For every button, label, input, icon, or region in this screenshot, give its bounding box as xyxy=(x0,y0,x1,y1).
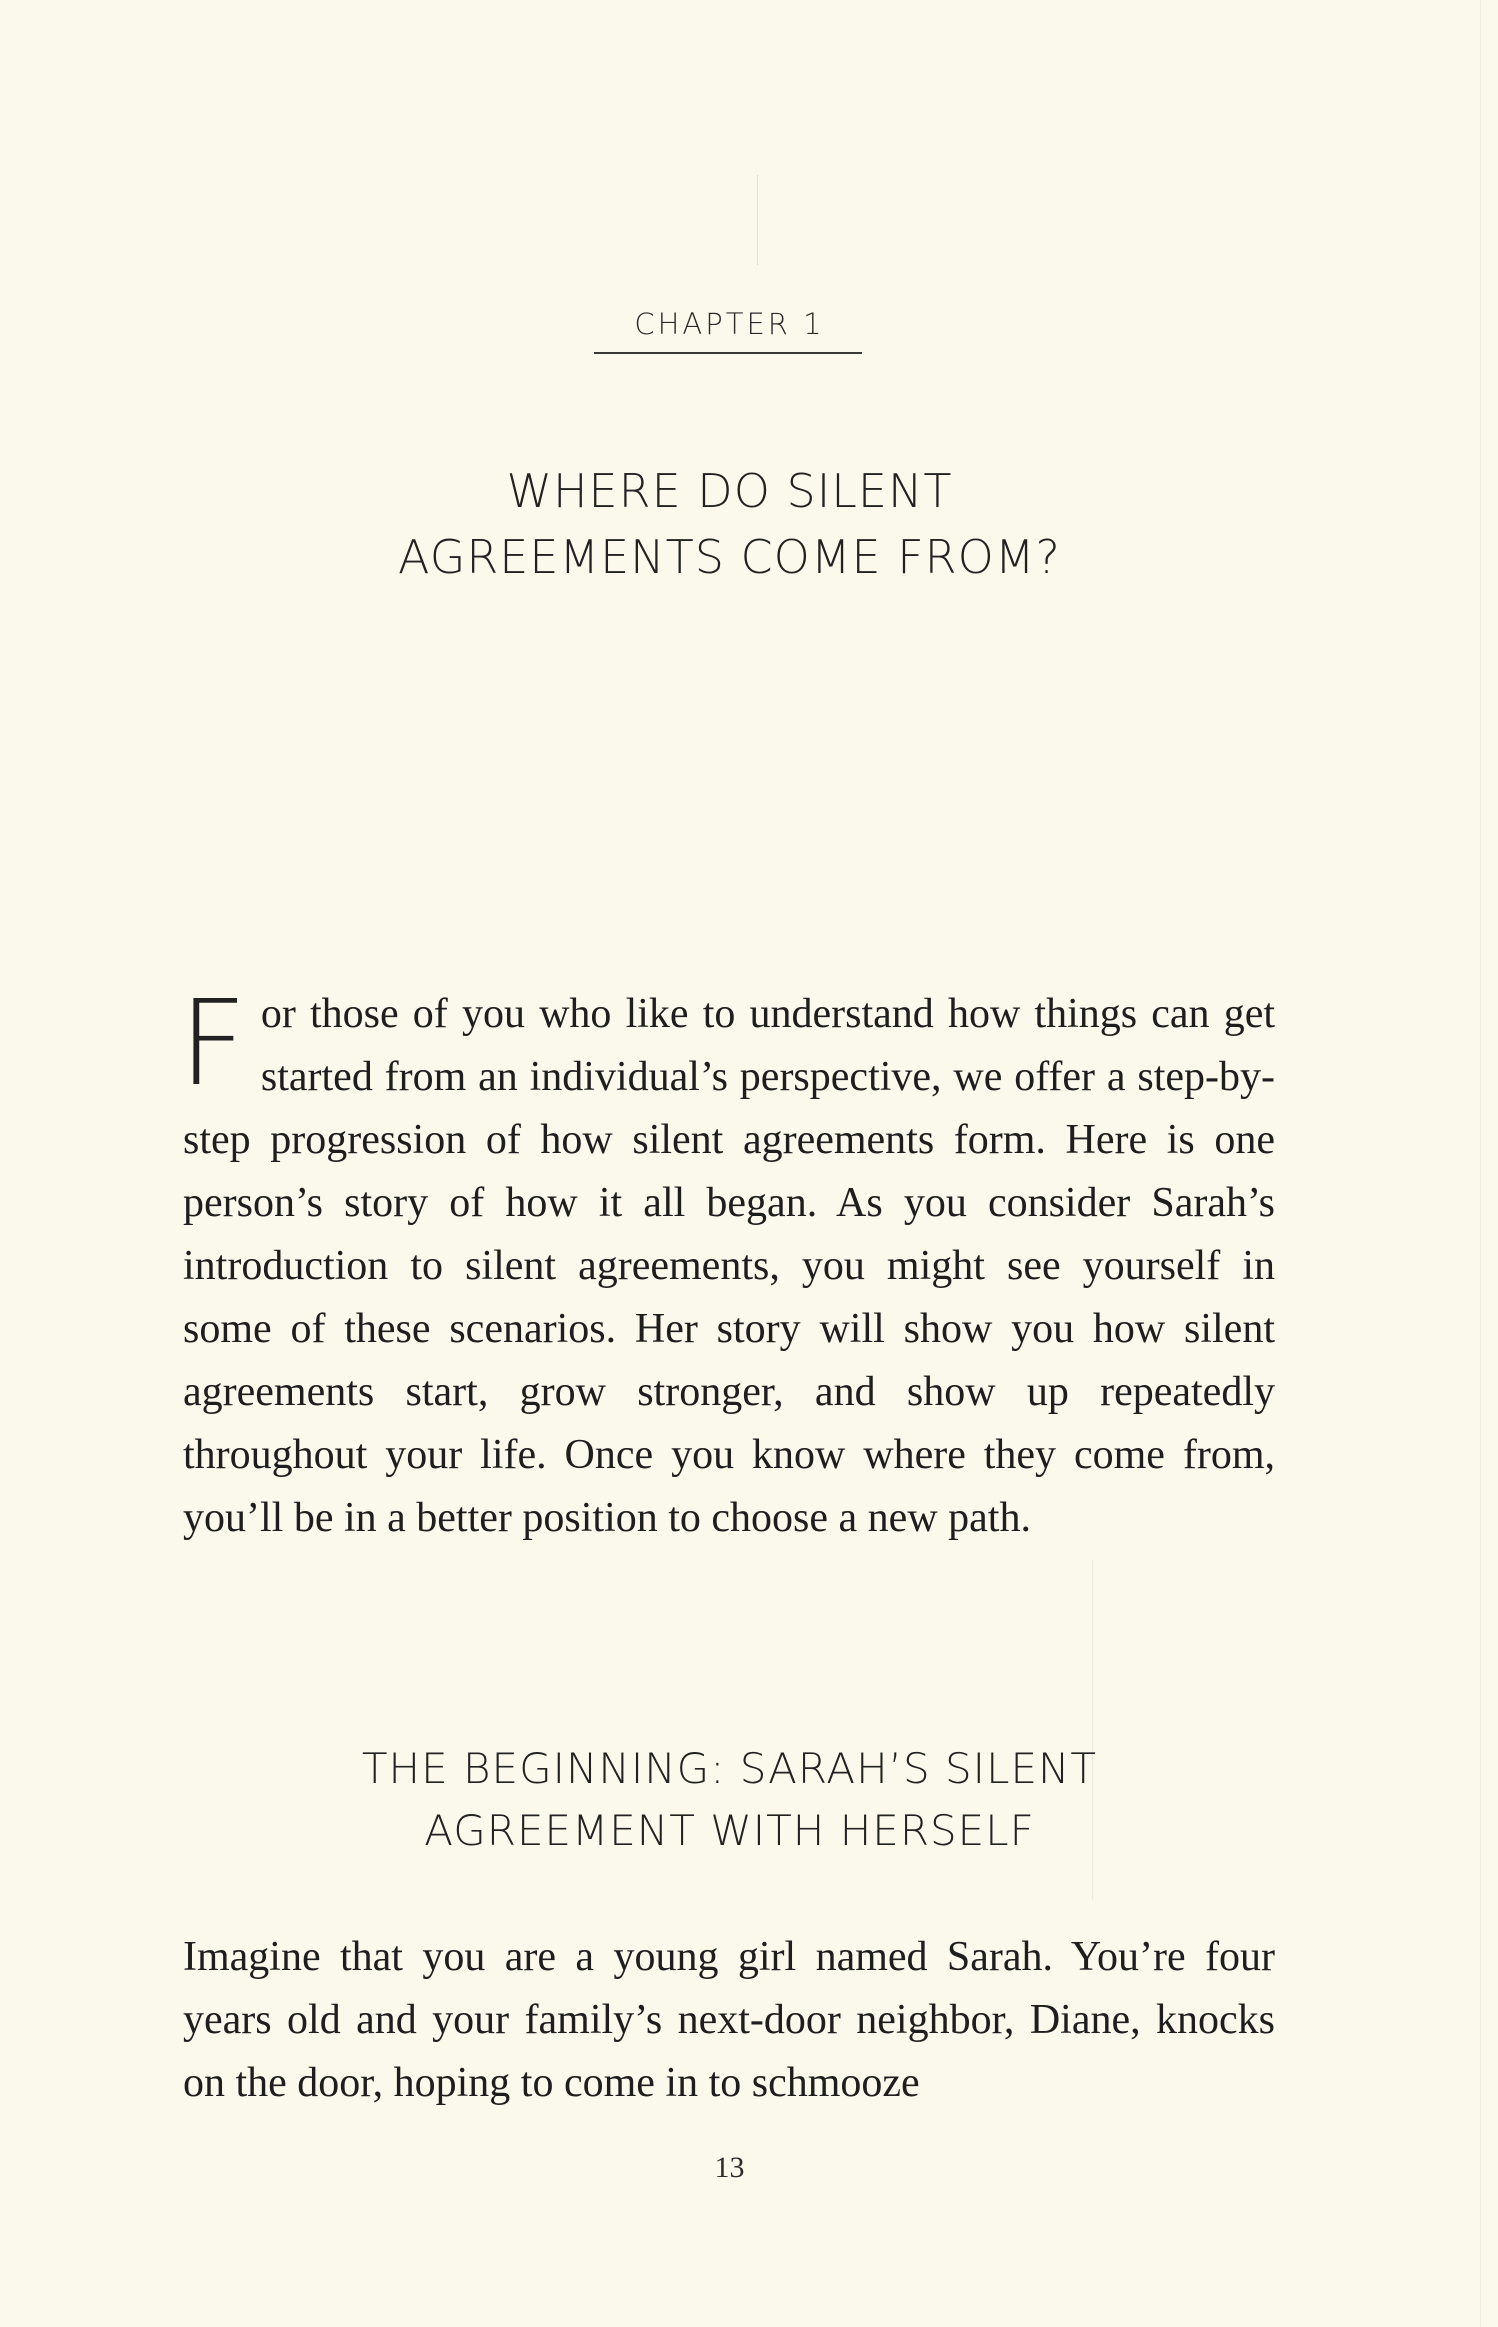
chapter-title-line-1: WHERE DO SILENT xyxy=(506,464,953,518)
scan-artifact xyxy=(1480,0,1481,2327)
intro-text: or those of you who like to understand how things can get started from an individual’s perspective, we offer a step-by-step progression of how silent agreements form. Here is one person’s story of how it all began. As you consider Sarah’s introduction to silent agreements, you might see yourself in some of these scenarios. Her story will show you how silent agreements start, grow stronger, and show up repeatedly throughout your life. Once you know where they come from, you’ll be in a better position to choose a new path. xyxy=(183,991,1275,1541)
section-heading-line-1: THE BEGINNING: SARAH’S SILENT xyxy=(361,1744,1098,1793)
chapter-rule xyxy=(594,352,862,354)
drop-cap: F xyxy=(179,974,247,1112)
section-heading-line-2: AGREEMENT WITH HERSELF xyxy=(424,1806,1035,1855)
section-heading xyxy=(0,1738,1459,1862)
chapter-title xyxy=(0,458,1459,590)
intro-paragraph xyxy=(179,974,1275,1550)
chapter-title-line-2: AGREEMENTS COME FROM? xyxy=(398,530,1061,584)
section-paragraph: Imagine that you are a young girl named Sarah. You’re four years old and your family’s next-door neighbor, Diane, knocks on the door, hoping to come in to schmooze xyxy=(183,1934,1275,2106)
chapter-label: CHAPTER 1 xyxy=(634,307,825,341)
scan-artifact xyxy=(757,175,758,265)
page-number: 13 xyxy=(714,2151,745,2184)
